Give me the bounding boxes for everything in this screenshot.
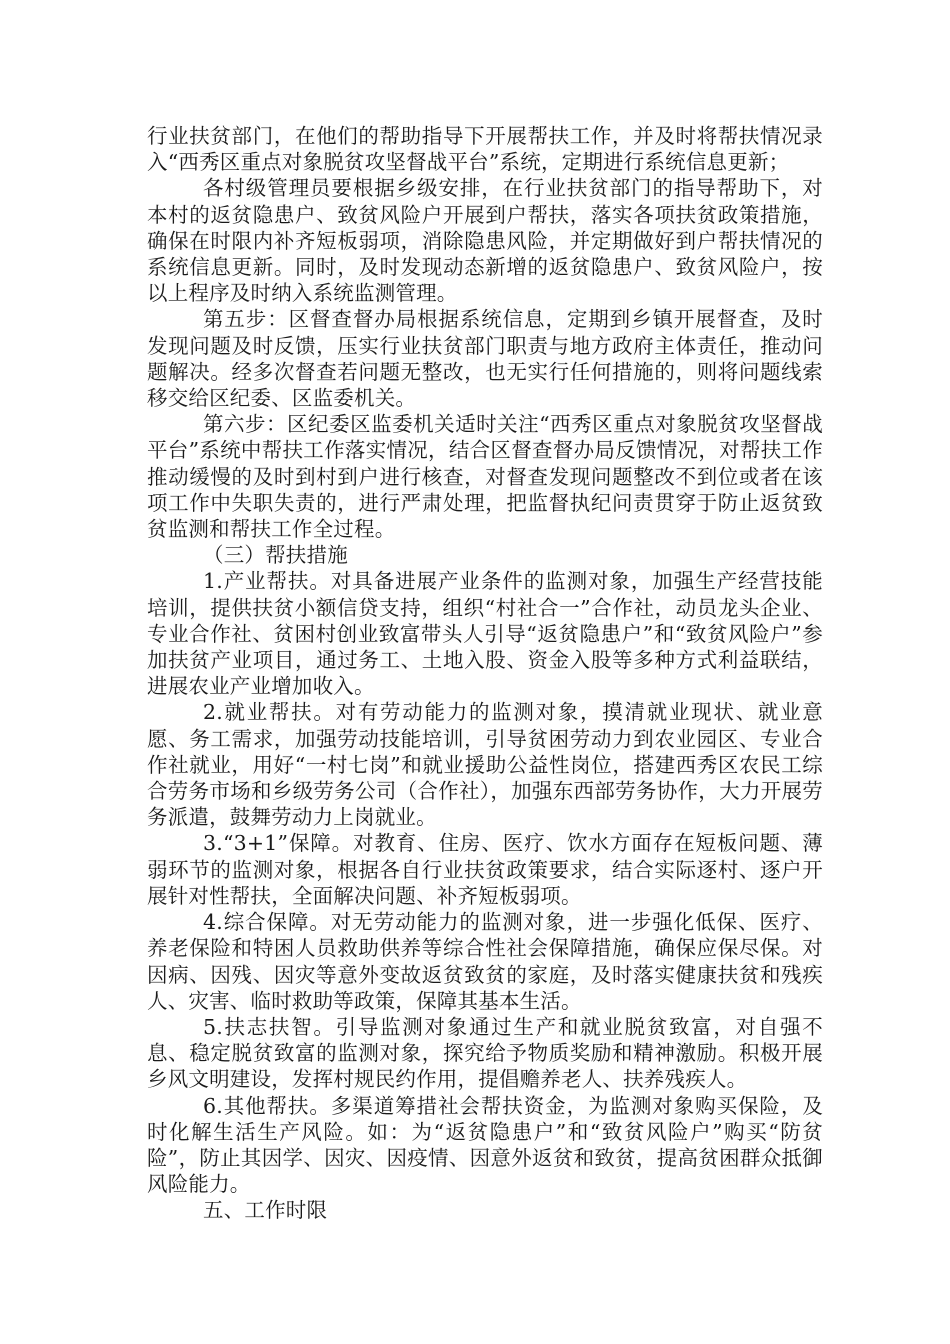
paragraph-step-six: 第六步：区纪委区监委机关适时关注“西秀区重点对象脱贫攻坚督战平台”系统中帮扶工作落实情况，结合区督查督办局反馈情况，对帮扶工作推动缓慢的及时到村到户进行核查，对督查发现问题整改不到位或者在该项工作中失职失责的，进行严肃处理，把监督执纪问责贯穿于防止返贫致贫监测和帮扶工作全过程。 bbox=[147, 412, 823, 542]
paragraph-step-five: 第五步：区督查督办局根据系统信息，定期到乡镇开展督查，及时发现问题及时反馈，压实行业扶贫部门职责与地方政府主体责任，推动问题解决。经多次督查若问题无整改，也无实行任何措施的，则将问题线索移交给区纪委、区监委机关。 bbox=[147, 307, 823, 411]
paragraph-other-assistance: 6.其他帮扶。多渠道筹措社会帮扶资金，为监测对象购买保险，及时化解生活生产风险。如：为“返贫隐患户”和“致贫风险户”购买“防贫险”，防止其因学、因灾、因疫情、因意外返贫和致贫，提高贫困群众抵御风险能力。 bbox=[147, 1093, 823, 1197]
paragraph-3plus1-guarantee: 3.“3+1”保障。对教育、住房、医疗、饮水方面存在短板问题、薄弱环节的监测对象，根据各自行业扶贫政策要求，结合实际逐村、逐户开展针对性帮扶，全面解决问题、补齐短板弱项。 bbox=[147, 831, 823, 908]
paragraph-aspiration-wisdom: 5.扶志扶智。引导监测对象通过生产和就业脱贫致富，对自强不息、稳定脱贫致富的监测对象，探究给予物质奖励和精神激励。积极开展乡风文明建设，发挥村规民约作用，提倡赡养老人、扶养残疾人。 bbox=[147, 1014, 823, 1092]
paragraph-comprehensive-guarantee: 4.综合保障。对无劳动能力的监测对象，进一步强化低保、医疗、养老保险和特困人员救助供养等综合性社会保障措施，确保应保尽保。对因病、因残、因灾等意外变故返贫致贫的家庭，及时落实健康扶贫和残疾人、灾害、临时救助等政策，保障其基本生活。 bbox=[147, 910, 823, 1013]
section-heading-work-deadline: 五、工作时限 bbox=[203, 1198, 328, 1223]
document-body bbox=[147, 123, 823, 1224]
paragraph-industry-assistance: 1.产业帮扶。对具备进展产业条件的监测对象，加强生产经营技能培训，提供扶贫小额信贷支持，组织“村社合一”合作社，动员龙头企业、专业合作社、贫困村创业致富带头人引导“返贫隐患户”和“致贫风险户”参加扶贫产业项目，通过务工、土地入股、资金入股等多种方式利益联结，进展农业产业增加收入。 bbox=[147, 569, 823, 699]
subheading-assistance-measures: （三）帮扶措施 bbox=[203, 543, 348, 568]
paragraph-village-admin: 各村级管理员要根据乡级安排，在行业扶贫部门的指导帮助下，对本村的返贫隐患户、致贫风险户开展到户帮扶，落实各项扶贫政策措施，确保在时限内补齐短板弱项，消除隐患风险，并定期做好到户帮扶情况的系统信息更新。同时，及时发现动态新增的返贫隐患户、致贫风险户，按以上程序及时纳入系统监测管理。 bbox=[147, 176, 823, 306]
paragraph-continuation: 行业扶贫部门，在他们的帮助指导下开展帮扶工作，并及时将帮扶情况录入“西秀区重点对象脱贫攻坚督战平台”系统，定期进行系统信息更新； bbox=[147, 124, 823, 175]
paragraph-employment-assistance: 2.就业帮扶。对有劳动能力的监测对象，摸清就业现状、就业意愿、务工需求，加强劳动技能培训，引导贫困劳动力到农业园区、专业合作社就业，用好“一村七岗”和就业援助公益性岗位，搭建西秀区农民工综合劳务市场和乡级劳务公司（合作社），加强东西部劳务协作，大力开展劳务派遣，鼓舞劳动力上岗就业。 bbox=[147, 700, 823, 830]
